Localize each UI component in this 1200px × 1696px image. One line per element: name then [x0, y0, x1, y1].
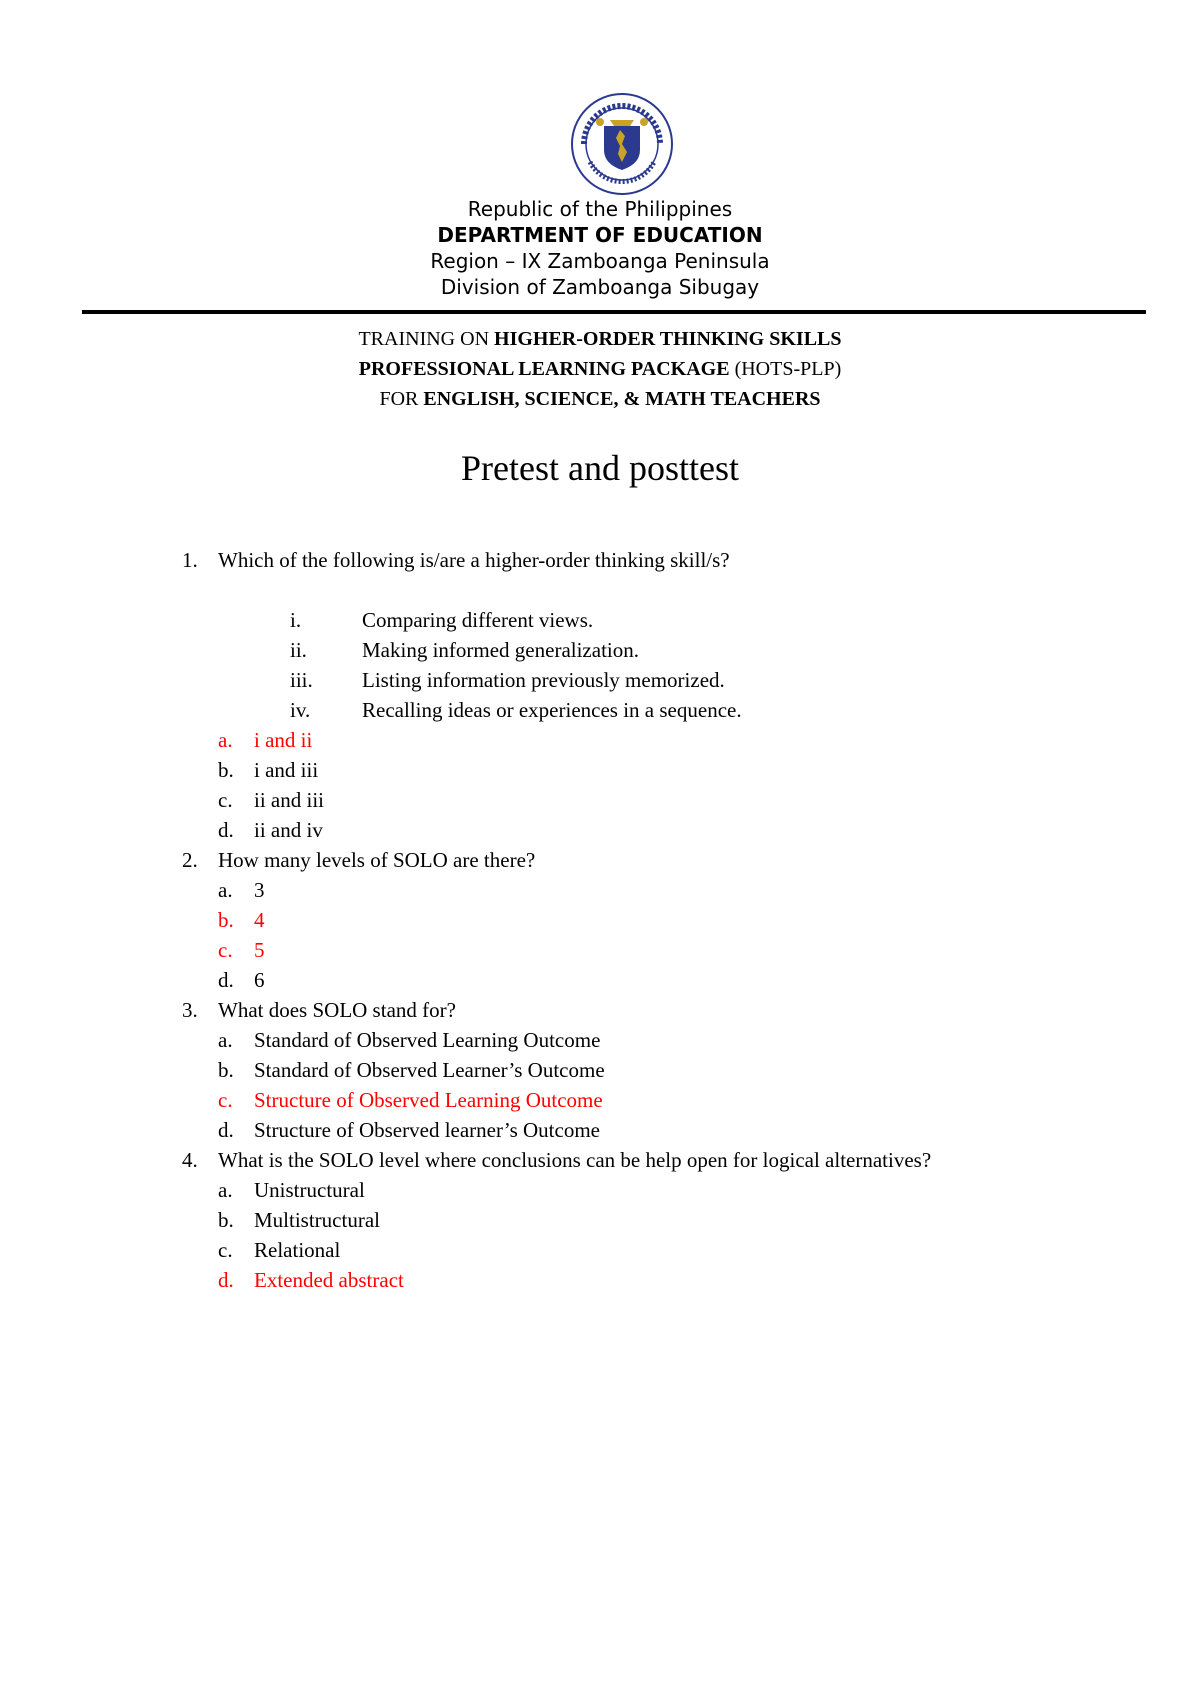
question-2 — [182, 846, 535, 874]
statement-text: Listing information previously memorized. — [362, 668, 725, 692]
training-subject: HIGHER-ORDER THINKING SKILLS — [494, 328, 842, 350]
q1-option-a — [218, 726, 312, 754]
option-letter: b. — [218, 758, 234, 782]
q4-option-b — [218, 1206, 380, 1234]
option-letter: a. — [218, 878, 233, 902]
training-prefix: TRAINING ON — [358, 328, 495, 350]
audience: ENGLISH, SCIENCE, & MATH TEACHERS — [423, 388, 821, 410]
document-title: Pretest and posttest — [461, 448, 739, 488]
q3-option-a — [218, 1026, 600, 1054]
question-text: Which of the following is/are a higher-order thinking skill/s? — [218, 548, 730, 572]
training-title-line-2 — [0, 356, 1200, 382]
option-letter: b. — [218, 908, 234, 932]
option-text: Standard of Observed Learning Outcome — [254, 1028, 601, 1052]
option-text: Multistructural — [254, 1208, 380, 1232]
q2-option-b — [218, 906, 265, 934]
option-text: ii and iii — [254, 788, 324, 812]
audience-prefix: FOR — [379, 388, 424, 410]
statement-iii — [290, 666, 725, 694]
option-letter: a. — [218, 1178, 233, 1202]
option-text: 4 — [254, 908, 265, 932]
statement-numeral: iii. — [290, 668, 313, 692]
question-3 — [182, 996, 456, 1024]
division-label: Division of Zamboanga Sibugay — [440, 275, 760, 299]
training-title-line-1 — [0, 326, 1200, 352]
q3-option-b — [218, 1056, 605, 1084]
q1-option-b — [218, 756, 318, 784]
option-text: i and iii — [254, 758, 319, 782]
question-number: 3. — [182, 998, 198, 1022]
q4-option-c — [218, 1236, 340, 1264]
option-text: Structure of Observed learner’s Outcome — [254, 1118, 600, 1142]
option-text: Extended abstract — [254, 1268, 404, 1292]
question-number: 1. — [182, 548, 198, 572]
deped-seal-logo — [570, 92, 674, 196]
question-text: What does SOLO stand for? — [218, 998, 456, 1022]
q2-option-c — [218, 936, 265, 964]
option-letter: d. — [218, 1118, 234, 1142]
q4-option-a — [218, 1176, 365, 1204]
question-text: How many levels of SOLO are there? — [218, 848, 536, 872]
q2-option-a — [218, 876, 265, 904]
q3-option-c — [218, 1086, 603, 1114]
option-letter: a. — [218, 1028, 233, 1052]
department-name: DEPARTMENT OF EDUCATION — [437, 223, 763, 247]
question-number: 4. — [182, 1148, 198, 1172]
option-text: i and ii — [254, 728, 313, 752]
option-text: ii and iv — [254, 818, 323, 842]
option-letter: c. — [218, 1238, 233, 1262]
option-letter: d. — [218, 968, 234, 992]
question-text: What is the SOLO level where conclusions can be help open for logical alternatives? — [218, 1148, 932, 1172]
statement-text: Making informed generalization. — [362, 638, 639, 662]
question-4 — [182, 1146, 931, 1174]
option-letter: d. — [218, 1268, 234, 1292]
option-letter: c. — [218, 1088, 233, 1112]
statement-ii — [290, 636, 639, 664]
statement-i — [290, 606, 593, 634]
q1-option-c — [218, 786, 324, 814]
question-1 — [182, 546, 730, 574]
option-text: Standard of Observed Learner’s Outcome — [254, 1058, 605, 1082]
q2-option-d — [218, 966, 265, 994]
option-letter: a. — [218, 728, 233, 752]
statement-numeral: ii. — [290, 638, 307, 662]
option-letter: d. — [218, 818, 234, 842]
option-letter: b. — [218, 1208, 234, 1232]
option-text: Unistructural — [254, 1178, 365, 1202]
statement-numeral: iv. — [290, 698, 311, 722]
training-title-line-3 — [0, 386, 1200, 412]
q3-option-d — [218, 1116, 600, 1144]
republic-label: Republic of the Philippines — [467, 197, 733, 221]
option-text: Structure of Observed Learning Outcome — [254, 1088, 603, 1112]
header-divider — [82, 310, 1146, 314]
region-label: Region – IX Zamboanga Peninsula — [430, 249, 770, 273]
statement-numeral: i. — [290, 608, 302, 632]
q1-option-d — [218, 816, 323, 844]
statement-text: Recalling ideas or experiences in a sequence. — [362, 698, 742, 722]
option-text: 5 — [254, 938, 265, 962]
option-letter: c. — [218, 788, 233, 812]
q4-option-d — [218, 1266, 404, 1294]
training-acronym: (HOTS-PLP) — [729, 358, 842, 380]
training-package: PROFESSIONAL LEARNING PACKAGE — [358, 358, 730, 380]
option-letter: b. — [218, 1058, 234, 1082]
statement-iv — [290, 696, 742, 724]
option-text: 6 — [254, 968, 265, 992]
option-letter: c. — [218, 938, 233, 962]
option-text: Relational — [254, 1238, 341, 1262]
statement-text: Comparing different views. — [362, 608, 594, 632]
question-number: 2. — [182, 848, 198, 872]
option-text: 3 — [254, 878, 265, 902]
